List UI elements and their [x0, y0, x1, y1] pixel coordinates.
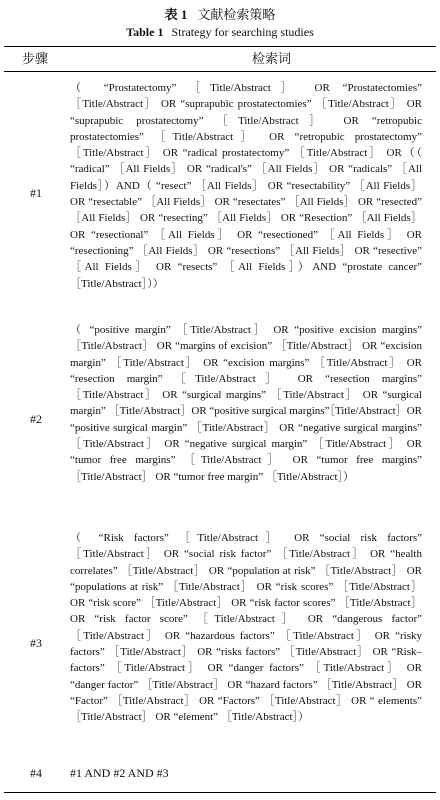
- header-terms: 检索词: [252, 51, 292, 66]
- table-label-cn: 表 1: [164, 7, 188, 22]
- row-step-3: #3: [30, 636, 42, 650]
- table-title-en: Strategy for searching studies: [171, 25, 314, 39]
- row-step-2: #2: [30, 412, 42, 426]
- table-label-en: Table 1: [126, 25, 164, 39]
- table-title-cn: 文献检索策略: [197, 7, 276, 22]
- table-bottom-rule: [4, 792, 436, 793]
- table-top-rule: [4, 46, 436, 47]
- table-caption-cn: [0, 0, 440, 24]
- table-caption-en: [0, 24, 440, 40]
- row-terms-1: （ “Prostatectomy” ［Title/Abstract］ OR “Prostatectomies” ［Title/Abstract］ OR “suprapubic prostatectomies” ［Title/Abstract］ OR “suprapubic prostatectomy” ［Title/Abstract］ OR “retropubic prostatectomies” ［Title/Abstract］ OR “retropubic prostatectomy” ［Title/Abstract］ OR “radical prostatectomy” ［Title/Abstract］ OR（（ “radical” ［All Fields］ OR “radical's” ［All Fields］ OR “radicals” ［All Fields］）AND（ “resect” ［All Fields］ OR “resectability” ［All Fields］ OR “resectable” ［All Fields］ OR “resectates” ［All Fields］ OR “resected” ［All Fields］ OR “resecting” ［All Fields］ OR “Resection” ［All Fields］ OR “resectional” ［All Fields］ OR “resectioned” ［All Fields］ OR “resectioning” ［All Fields］ OR “resections” ［All Fields］ OR “resective” ［All Fields］ OR “resects” ［All Fields］）AND “prostate cancer” ［Title/Abstract］））: [70, 82, 422, 290]
- table-header-rule: [4, 71, 436, 72]
- header-step: 步骤: [22, 51, 49, 66]
- row-step-4: #4: [30, 766, 42, 780]
- row-terms-2: （ “positive margin” ［Title/Abstract］ OR “positive excision margins” ［Title/Abstract］ OR “margins of excision” ［Title/Abstract］ OR “excision margin” ［Title/Abstract］ OR “excision margins” ［Title/Abstract］ OR “resection margin” ［Title/Abstract］ OR “resection margins” ［Title/Abstract］ OR “surgical margins” ［Title/Abstract］ OR “surgical margin” ［Title/Abstract］OR “positive surgical margins”［Title/Abstract］OR “positive surgical margin” ［Title/Abstract］ OR “negative surgical margins” ［Title/Abstract］ OR “negative surgical margin” ［Title/Abstract］ OR “tumor free margins” ［Title/Abstract］ OR “tumor free margins” ［Title/Abstract］ OR “tumor free margin” ［Title/Abstract］）: [70, 324, 422, 483]
- row-terms-3: （ “Risk factors” ［Title/Abstract］ OR “social risk factors” ［Title/Abstract］ OR “social risk factor” ［Title/Abstract］ OR “health correlates” ［Title/Abstract］ OR “population at risk” ［Title/Abstract］ OR “populations at risk” ［Title/Abstract］ OR “risk scores” ［Title/Abstract］ OR “risk score” ［Title/Abstract］ OR “risk factor scores” ［Title/Abstract］ OR “risk factor score” ［Title/Abstract］ OR “dangerous factor” ［Title/Abstract］ OR “hazardous factors” ［Title/Abstract］ OR “risky factors” ［Title/Abstract］ OR “risks factors” ［Title/Abstract］ OR “Risk–factors” ［Title/Abstract］ OR “danger factors” ［Title/Abstract］ OR “danger factor” ［Title/Abstract］ OR “hazard factors” ［Title/Abstract］ OR “Factor” ［Title/Abstract］ OR “Factors” ［Title/Abstract］ OR “ elements” ［Title/Abstract］ OR “element” ［Title/Abstract］）: [70, 532, 422, 724]
- row-step-1: #1: [30, 186, 42, 200]
- row-terms-4: #1 AND #2 AND #3: [70, 766, 169, 780]
